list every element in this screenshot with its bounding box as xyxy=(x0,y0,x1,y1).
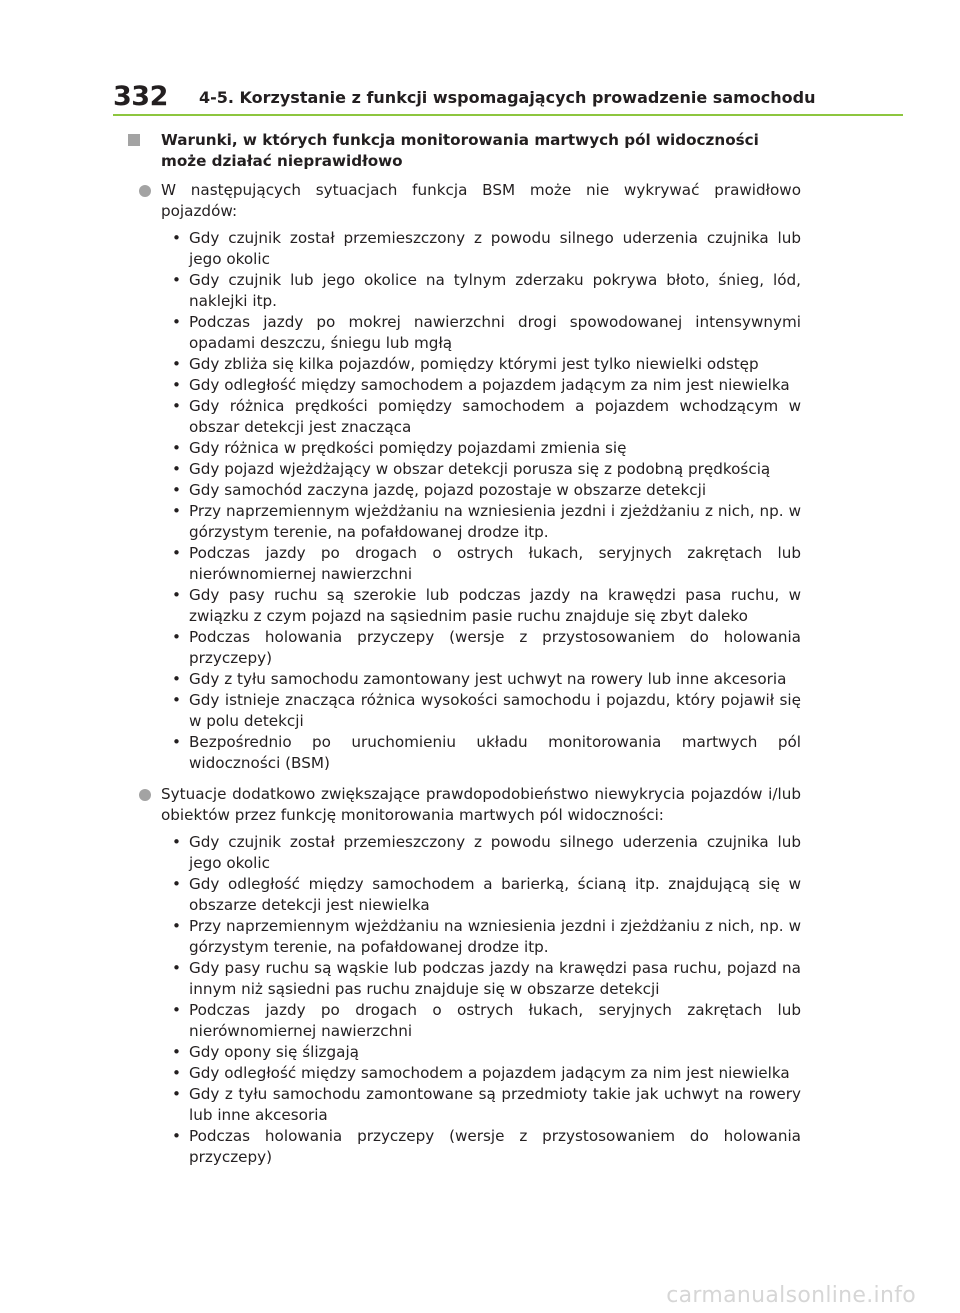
list-item-text: Podczas holowania przyczepy (wersje z przystosowaniem do holowania przyczepy) xyxy=(189,1127,801,1166)
list-item xyxy=(161,396,801,438)
list-item xyxy=(161,480,801,501)
bullet-dot-icon: • xyxy=(172,439,181,457)
list-item-text: Podczas jazdy po drogach o ostrych łukach, seryjnych zakrętach lub nierównomiernej nawierzchni xyxy=(189,544,801,583)
list-item-text: Gdy odległość między samochodem a pojazdem jadącym za nim jest niewielka xyxy=(189,1064,790,1082)
condition-group xyxy=(125,180,801,774)
bullet-list xyxy=(161,832,801,1168)
list-item xyxy=(161,669,801,690)
bullet-dot-icon: • xyxy=(172,1001,181,1019)
bullet-dot-icon: • xyxy=(172,313,181,331)
bullet-dot-icon: • xyxy=(172,1043,181,1061)
list-item-text: Gdy opony się ślizgają xyxy=(189,1043,359,1061)
list-item-text: Podczas jazdy po drogach o ostrych łukach, seryjnych zakrętach lub nierównomiernej nawierzchni xyxy=(189,1001,801,1040)
list-item xyxy=(161,916,801,958)
list-item-text: Gdy różnica w prędkości pomiędzy pojazdami zmienia się xyxy=(189,439,627,457)
list-item-text: Gdy czujnik został przemieszczony z powodu silnego uderzenia czujnika lub jego okolic xyxy=(189,833,801,872)
list-item-text: Gdy z tyłu samochodu zamontowany jest uchwyt na rowery lub inne akcesoria xyxy=(189,670,787,688)
circle-bullet-icon xyxy=(139,789,151,801)
condition-groups xyxy=(125,180,801,1168)
group-intro-text: Sytuacje dodatkowo zwiększające prawdopodobieństwo niewykrycia pojazdów i/lub obiektów przez funkcję monitorowania martwych pól widoczności: xyxy=(161,785,801,824)
list-item-text: Gdy czujnik lub jego okolice na tylnym zderzaku pokrywa błoto, śnieg, lód, naklejki itp. xyxy=(189,271,801,310)
list-item xyxy=(161,832,801,874)
list-item xyxy=(161,958,801,1000)
list-item xyxy=(161,1042,801,1063)
list-item-text: Podczas holowania przyczepy (wersje z przystosowaniem do holowania przyczepy) xyxy=(189,628,801,667)
bullet-dot-icon: • xyxy=(172,1085,181,1103)
list-item xyxy=(161,354,801,375)
bullet-dot-icon: • xyxy=(172,397,181,415)
section-heading xyxy=(125,130,801,172)
bullet-dot-icon: • xyxy=(172,544,181,562)
list-item xyxy=(161,874,801,916)
bullet-dot-icon: • xyxy=(172,376,181,394)
page-number: 332 xyxy=(113,81,168,112)
list-item xyxy=(161,501,801,543)
list-item-text: Podczas jazdy po mokrej nawierzchni drogi spowodowanej intensywnymi opadami deszczu, śniegu lub mgłą xyxy=(189,313,801,352)
list-item xyxy=(161,459,801,480)
group-intro xyxy=(161,784,801,826)
bullet-dot-icon: • xyxy=(172,1064,181,1082)
list-item-text: Bezpośrednio po uruchomieniu układu monitorowania martwych pól widoczności (BSM) xyxy=(189,733,801,772)
list-item-text: Gdy istnieje znacząca różnica wysokości samochodu i pojazdu, który pojawił się w polu detekcji xyxy=(189,691,801,730)
circle-bullet-icon xyxy=(139,185,151,197)
list-item-text: Gdy zbliża się kilka pojazdów, pomiędzy którymi jest tylko niewielki odstęp xyxy=(189,355,759,373)
bullet-dot-icon: • xyxy=(172,628,181,646)
list-item xyxy=(161,438,801,459)
bullet-dot-icon: • xyxy=(172,460,181,478)
list-item-text: Gdy pojazd wjeżdżający w obszar detekcji porusza się z podobną prędkością xyxy=(189,460,771,478)
bullet-dot-icon: • xyxy=(172,481,181,499)
bullet-dot-icon: • xyxy=(172,833,181,851)
bullet-dot-icon: • xyxy=(172,586,181,604)
list-item xyxy=(161,1084,801,1126)
list-item xyxy=(161,312,801,354)
bullet-dot-icon: • xyxy=(172,502,181,520)
bullet-dot-icon: • xyxy=(172,1127,181,1145)
list-item xyxy=(161,690,801,732)
list-item-text: Gdy pasy ruchu są wąskie lub podczas jazdy na krawędzi pasa ruchu, pojazd na innym niż sąsiedni pas ruchu znajduje się w obszarze detekcji xyxy=(189,959,801,998)
list-item-text: Przy naprzemiennym wjeżdżaniu na wzniesienia jezdni i zjeżdżaniu z nich, np. w górzystym terenie, na pofałdowanej drodze itp. xyxy=(189,917,801,956)
list-item xyxy=(161,1000,801,1042)
condition-group xyxy=(125,784,801,1168)
bullet-dot-icon: • xyxy=(172,733,181,751)
header-divider xyxy=(113,114,903,116)
list-item xyxy=(161,732,801,774)
list-item xyxy=(161,270,801,312)
bullet-dot-icon: • xyxy=(172,355,181,373)
list-item-text: Gdy z tyłu samochodu zamontowane są przedmioty takie jak uchwyt na rowery lub inne akcesoria xyxy=(189,1085,801,1124)
list-item xyxy=(161,228,801,270)
square-bullet-icon xyxy=(128,134,140,146)
list-item xyxy=(161,627,801,669)
list-item xyxy=(161,375,801,396)
bullet-dot-icon: • xyxy=(172,875,181,893)
section-title: 4-5. Korzystanie z funkcji wspomagających prowadzenie samochodu xyxy=(199,88,816,107)
bullet-dot-icon: • xyxy=(172,229,181,247)
bullet-list xyxy=(161,228,801,774)
list-item-text: Gdy czujnik został przemieszczony z powodu silnego uderzenia czujnika lub jego okolic xyxy=(189,229,801,268)
bullet-dot-icon: • xyxy=(172,670,181,688)
list-item-text: Gdy odległość między samochodem a pojazdem jadącym za nim jest niewielka xyxy=(189,376,790,394)
bullet-dot-icon: • xyxy=(172,959,181,977)
group-intro xyxy=(161,180,801,222)
list-item xyxy=(161,1126,801,1168)
group-intro-text: W następujących sytuacjach funkcja BSM może nie wykrywać prawidłowo pojazdów: xyxy=(161,181,801,220)
bullet-dot-icon: • xyxy=(172,271,181,289)
bullet-dot-icon: • xyxy=(172,691,181,709)
list-item xyxy=(161,1063,801,1084)
list-item-text: Gdy pasy ruchu są szerokie lub podczas jazdy na krawędzi pasa ruchu, w związku z czym pojazd na sąsiednim pasie ruchu znajduje się zbyt daleko xyxy=(189,586,801,625)
list-item-text: Gdy samochód zaczyna jazdę, pojazd pozostaje w obszarze detekcji xyxy=(189,481,707,499)
list-item xyxy=(161,543,801,585)
section-heading-text: Warunki, w których funkcja monitorowania martwych pól widoczności może działać nieprawidłowo xyxy=(161,131,759,170)
bullet-dot-icon: • xyxy=(172,917,181,935)
list-item-text: Gdy odległość między samochodem a barierką, ścianą itp. znajdującą się w obszarze detekcji jest niewielka xyxy=(189,875,801,914)
list-item-text: Gdy różnica prędkości pomiędzy samochodem a pojazdem wchodzącym w obszar detekcji jest znacząca xyxy=(189,397,801,436)
list-item xyxy=(161,585,801,627)
watermark: carmanualsonline.info xyxy=(666,1283,916,1308)
page-content xyxy=(125,130,801,1178)
list-item-text: Przy naprzemiennym wjeżdżaniu na wzniesienia jezdni i zjeżdżaniu z nich, np. w górzystym terenie, na pofałdowanej drodze itp. xyxy=(189,502,801,541)
